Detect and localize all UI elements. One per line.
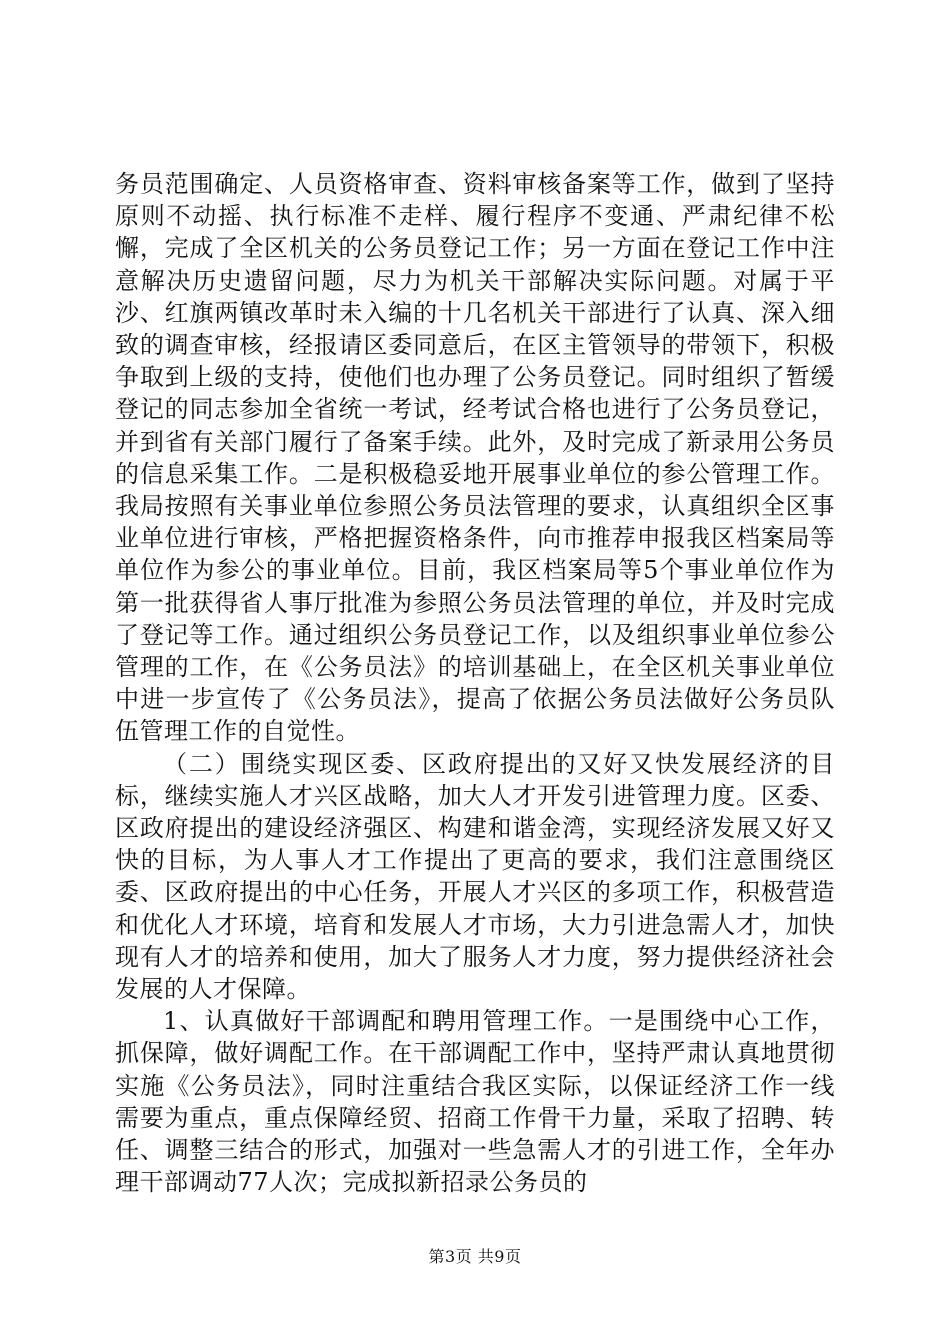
page-footer: 第3页 共9页	[428, 1247, 522, 1266]
document-body	[115, 168, 835, 1199]
paragraph-section-two: （二）围绕实现区委、区政府提出的又好又快发展经济的目标，继续实施人才兴区战略，加大人才开发引进管理力度。区委、区政府提出的建设经济强区、构建和谐金湾，实现经济发展又好又快的目标，为人事人才工作提出了更高的要求，我们注意围绕区委、区政府提出的中心任务，开展人才兴区的多项工作，积极营造和优化人才环境，培育和发展人才市场，大力引进急需人才，加快现有人才的培养和使用，加大了服务人才力度，努力提供经济社会发展的人才保障。	[115, 749, 835, 1004]
paragraph-item-one: 1、认真做好干部调配和聘用管理工作。一是围绕中心工作，抓保障，做好调配工作。在干部调配工作中，坚持严肃认真地贯彻实施《公务员法》，同时注重结合我区实际，以保证经济工作一线需要为重点，重点保障经贸、招商工作骨干力量，采取了招聘、转任、调整三结合的形式，加强对一些急需人才的引进工作，全年办理干部调动77人次；完成拟新招录公务员的	[115, 1007, 835, 1197]
paragraph-continued: 务员范围确定、人员资格审查、资料审核备案等工作，做到了坚持原则不动摇、执行标准不走样、履行程序不变通、严肃纪律不松懈，完成了全区机关的公务员登记工作；另一方面在登记工作中注意解决历史遗留问题，尽力为机关干部解决实际问题。对属于平沙、红旗两镇改革时未入编的十几名机关干部进行了认真、深入细致的调查审核，经报请区委同意后，在区主管领导的带领下，积极争取到上级的支持，使他们也办理了公务员登记。同时组织了暂缓登记的同志参加全省统一考试，经考试合格也进行了公务员登记，并到省有关部门履行了备案手续。此外，及时完成了新录用公务员的信息采集工作。二是积极稳妥地开展事业单位的参公管理工作。我局按照有关事业单位参照公务员法管理的要求，认真组织全区事业单位进行审核，严格把握资格条件，向市推荐申报我区档案局等单位作为参公的事业单位。目前，我区档案局等5个事业单位作为第一批获得省人事厅批准为参照公务员法管理的单位，并及时完成了登记等工作。通过组织公务员登记工作，以及组织事业单位参公管理的工作，在《公务员法》的培训基础上，在全区机关事业单位中进一步宣传了《公务员法》，提高了依据公务员法做好公务员队伍管理工作的自觉性。	[115, 170, 835, 746]
